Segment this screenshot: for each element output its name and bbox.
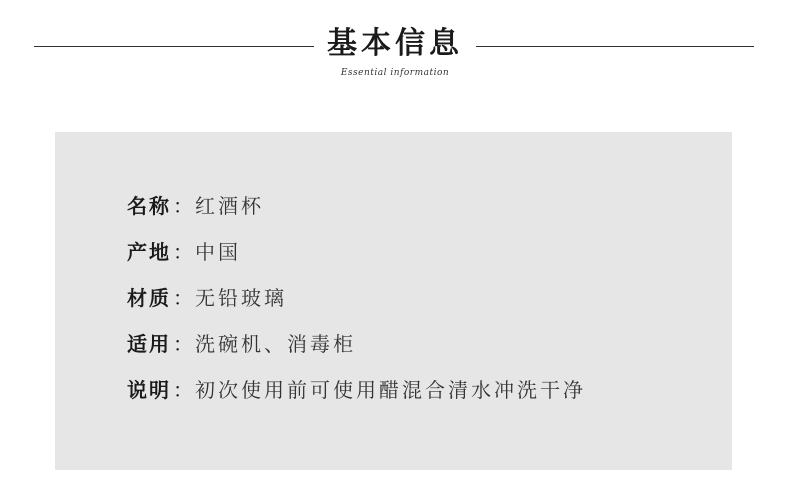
info-separator: ：	[173, 194, 193, 218]
info-list	[127, 190, 586, 420]
info-value: 初次使用前可使用醋混合清水冲洗干净	[195, 378, 586, 402]
info-row-name	[127, 190, 586, 236]
header-divider-right	[476, 46, 754, 47]
info-value: 红酒杯	[195, 194, 264, 218]
info-row-usage	[127, 328, 586, 374]
header-divider-left	[34, 46, 314, 47]
section-header	[0, 0, 790, 100]
info-label: 适用	[127, 332, 171, 356]
info-label: 材质	[127, 286, 171, 310]
info-label: 产地	[127, 240, 171, 264]
info-separator: ：	[173, 378, 193, 402]
info-value: 无铅玻璃	[195, 286, 287, 310]
section-subtitle: Essential information	[340, 68, 450, 78]
info-row-material	[127, 282, 586, 328]
info-separator: ：	[173, 240, 193, 264]
info-value: 中国	[195, 240, 241, 264]
info-value: 洗碗机、消毒柜	[195, 332, 356, 356]
info-label: 说明	[127, 378, 171, 402]
info-panel	[55, 132, 732, 470]
info-label: 名称	[127, 194, 171, 218]
info-row-origin	[127, 236, 586, 282]
info-separator: ：	[173, 286, 193, 310]
section-title: 基本信息	[327, 26, 463, 61]
info-separator: ：	[173, 332, 193, 356]
info-row-instructions	[127, 374, 586, 420]
